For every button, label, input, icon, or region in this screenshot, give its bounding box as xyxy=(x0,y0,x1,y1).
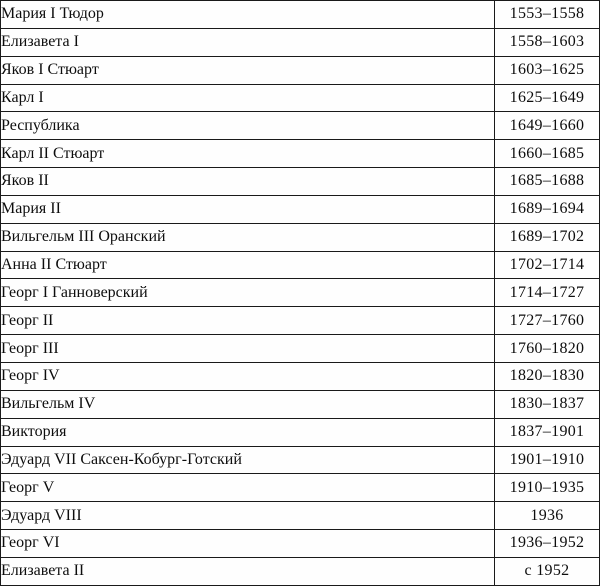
table-row xyxy=(1,195,600,223)
table-row xyxy=(1,168,600,196)
reign-years-cell: 1702–1714 xyxy=(495,251,600,279)
monarch-name-cell: Яков I Стюарт xyxy=(1,56,495,84)
monarch-name-cell: Яков II xyxy=(1,168,495,196)
table-row xyxy=(1,474,600,502)
reign-years-cell: 1936–1952 xyxy=(495,530,600,558)
monarch-name-cell: Георг IV xyxy=(1,362,495,390)
monarch-name-cell: Георг VI xyxy=(1,530,495,558)
table-row xyxy=(1,279,600,307)
reign-years-cell: 1625–1649 xyxy=(495,84,600,112)
reign-years-cell: 1603–1625 xyxy=(495,56,600,84)
monarch-name-cell: Республика xyxy=(1,112,495,140)
reign-years-cell: 1820–1830 xyxy=(495,362,600,390)
reign-years-cell: 1837–1901 xyxy=(495,418,600,446)
table-row xyxy=(1,223,600,251)
monarch-name-cell: Анна II Стюарт xyxy=(1,251,495,279)
monarch-name-cell: Эдуард VIII xyxy=(1,502,495,530)
monarch-name-cell: Елизавета I xyxy=(1,28,495,56)
monarch-name-cell: Мария I Тюдор xyxy=(1,1,495,29)
reign-years-cell: 1910–1935 xyxy=(495,474,600,502)
reign-years-cell: 1936 xyxy=(495,502,600,530)
reign-years-cell: с 1952 xyxy=(495,557,600,585)
monarch-name-cell: Георг III xyxy=(1,335,495,363)
reign-years-cell: 1714–1727 xyxy=(495,279,600,307)
monarch-name-cell: Эдуард VII Саксен-Кобург-Готский xyxy=(1,446,495,474)
reign-years-cell: 1689–1694 xyxy=(495,195,600,223)
monarch-name-cell: Виктория xyxy=(1,418,495,446)
monarch-name-cell: Мария II xyxy=(1,195,495,223)
reign-years-cell: 1760–1820 xyxy=(495,335,600,363)
reign-years-cell: 1660–1685 xyxy=(495,140,600,168)
table-row xyxy=(1,28,600,56)
monarch-name-cell: Вильгельм III Оранский xyxy=(1,223,495,251)
table-row xyxy=(1,84,600,112)
monarch-name-cell: Карл II Стюарт xyxy=(1,140,495,168)
table-row xyxy=(1,557,600,585)
table-row xyxy=(1,502,600,530)
table-row xyxy=(1,390,600,418)
table-row xyxy=(1,140,600,168)
monarch-name-cell: Елизавета II xyxy=(1,557,495,585)
reign-years-cell: 1689–1702 xyxy=(495,223,600,251)
reign-years-cell: 1685–1688 xyxy=(495,168,600,196)
reign-years-cell: 1558–1603 xyxy=(495,28,600,56)
table-row xyxy=(1,446,600,474)
table-row xyxy=(1,362,600,390)
table-row xyxy=(1,307,600,335)
reign-years-cell: 1649–1660 xyxy=(495,112,600,140)
reign-years-cell: 1553–1558 xyxy=(495,1,600,29)
table-row xyxy=(1,1,600,29)
reign-years-cell: 1727–1760 xyxy=(495,307,600,335)
table-row xyxy=(1,530,600,558)
monarch-name-cell: Георг V xyxy=(1,474,495,502)
table-row xyxy=(1,56,600,84)
monarch-name-cell: Георг I Ганноверский xyxy=(1,279,495,307)
table-row xyxy=(1,112,600,140)
reign-years-cell: 1901–1910 xyxy=(495,446,600,474)
reign-years-cell: 1830–1837 xyxy=(495,390,600,418)
monarch-name-cell: Георг II xyxy=(1,307,495,335)
table-row xyxy=(1,251,600,279)
monarch-name-cell: Карл I xyxy=(1,84,495,112)
monarch-name-cell: Вильгельм IV xyxy=(1,390,495,418)
monarchs-table-body xyxy=(1,1,600,586)
table-row xyxy=(1,335,600,363)
table-row xyxy=(1,418,600,446)
